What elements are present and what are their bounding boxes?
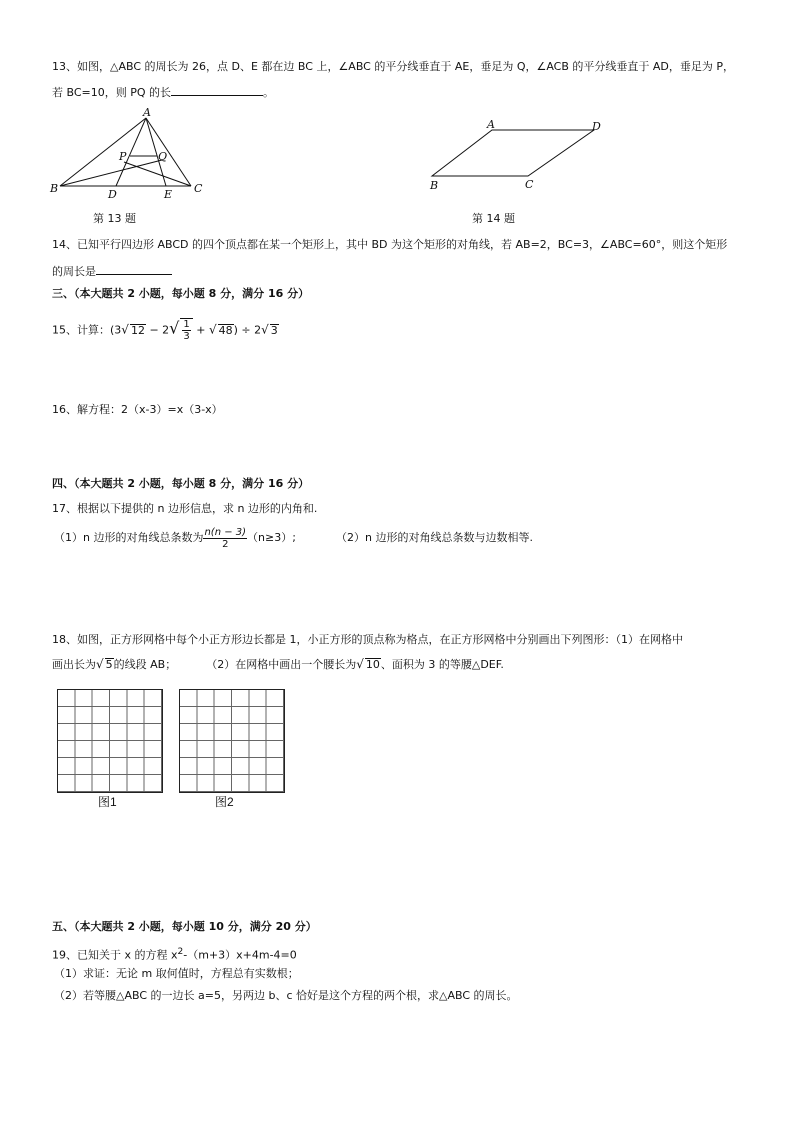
fig14-label-d: D [592,120,601,133]
q15-close: ) [233,323,238,337]
q19-part1: （1）求证：无论 m 取何值时，方程总有实数根； [54,967,299,980]
q15-expression [52,318,279,342]
q17-frac-den: 2 [222,538,229,550]
figure-14 [424,116,614,196]
q19-part2: （2）若等腰△ABC 的一边长 a=5，另两边 b、c 恰好是这个方程的两个根，求△ABC 的周长。 [54,989,518,1002]
fig13-side-ab [60,118,146,186]
q15-frac-three: 3 [183,331,190,342]
q17-part1 [54,524,296,552]
q15-open: (3 [110,323,122,337]
fig13-label-b: B [50,182,59,195]
q14-caption: 第 14 题 [472,212,515,225]
fig13-side-ac [146,118,191,186]
fig13-label-q: Q [158,150,168,163]
sqrt-sign-icon: √ [96,657,104,671]
q13-line2-text: 若 BC=10，则 PQ 的长 [52,86,172,99]
q17-part2: （2）n 边形的对角线总条数与边数相等. [336,531,533,544]
q13-line1: 13、如图，△ABC 的周长为 26，点 D、E 都在边 BC 上，∠ABC 的平分线垂直于 AE，垂足为 Q，∠ACB 的平分线垂直于 AD，垂足为 P， [52,60,735,73]
fig13-label-p: P [119,150,127,163]
q18-l2c: （2）在网格中画出一个腰长为 [206,658,357,671]
q18-l2b: 的线段 AB； [113,658,177,671]
sqrt-sign-icon: √ [356,657,364,671]
sqrt-sign-icon: √ [261,322,269,337]
q13-line2-end: 。 [263,86,275,99]
q14-line2-text: 的周长是 [52,265,96,278]
q15-radical-fraction [180,318,192,342]
section4-title: 四、（本大题共 2 小题，每小题 8 分，满分 16 分） [52,477,310,490]
q15-radicand-12: 12 [130,323,145,337]
q18-l2d: 、面积为 3 的等腰△DEF. [380,658,504,671]
q19-l1b: -（m+3）x+4m-4=0 [183,948,297,962]
q15-minus-two: − 2 [145,323,170,337]
q15-frac-one: 1 [183,319,190,330]
q16-text: 16、解方程：2（x-3）=x（3-x） [52,403,223,416]
fig14-parallelogram [432,130,594,176]
q19-sup: 2 [177,947,184,957]
figure-13 [46,104,216,204]
fig13-label-a: A [143,106,151,119]
q17-diagonal-fraction [203,527,247,550]
q18-radicand-5: 5 [105,658,113,671]
q13-line2 [52,84,274,100]
q19-line1 [52,945,297,963]
sqrt-sign-icon: √ [169,318,180,338]
q18-line2 [52,657,504,672]
fig13-label-c: C [194,182,203,195]
q13-caption: 第 13 题 [93,212,136,225]
grid-figure-2-caption: 图2 [215,795,234,809]
q15-plus: + [192,323,209,337]
q15-radicand-48: 48 [218,323,233,337]
fig13-label-e: E [164,188,173,201]
q14-answer-blank[interactable] [96,263,172,275]
fig14-label-b: B [430,179,439,192]
q13-answer-blank[interactable] [171,84,263,96]
q15-radicand-3: 3 [270,323,278,337]
fig14-label-c: C [525,178,534,191]
q18-line1: 18、如图，正方形网格中每个小正方形边长都是 1，小正方形的顶点称为格点，在正方形网格中分别画出下列图形：（1）在网格中 [52,633,683,646]
q18-l2a: 画出长为 [52,658,96,671]
fig14-label-a: A [487,118,495,131]
q17-stem: 17、根据以下提供的 n 边形信息，求 n 边形的内角和. [52,502,318,515]
sqrt-sign-icon: √ [208,322,217,337]
section3-title: 三、（本大题共 2 小题，每小题 8 分，满分 16 分） [52,287,310,300]
fig13-label-d: D [108,188,117,201]
grid-figure-1[interactable] [57,689,163,793]
sqrt-sign-icon: √ [121,322,129,337]
fig13-bisector-b [60,160,162,186]
fig13-bisector-c [124,162,191,186]
q14-line1: 14、已知平行四边形 ABCD 的四个顶点都在某一个矩形上，其中 BD 为这个矩形的对角线，若 AB=2，BC=3，∠ABC=60°，则这个矩形 [52,238,728,251]
q17-part1-prefix: （1）n 边形的对角线总条数为 [54,531,204,544]
q14-line2 [52,263,172,279]
q18-radicand-10: 10 [365,658,380,671]
grid-figure-1-caption: 图1 [98,795,117,809]
q17-frac-num: n(n − 3) [204,526,247,538]
q19-l1a: 19、已知关于 x 的方程 x [52,948,178,962]
q15-prefix: 15、计算： [52,323,110,337]
section5-title: 五、（本大题共 2 小题，每小题 10 分，满分 20 分） [52,920,317,933]
grid-figure-2[interactable] [179,689,285,793]
q15-div-two: ÷ 2 [237,323,262,337]
q17-part1-suffix: （n≥3）; [247,531,296,544]
